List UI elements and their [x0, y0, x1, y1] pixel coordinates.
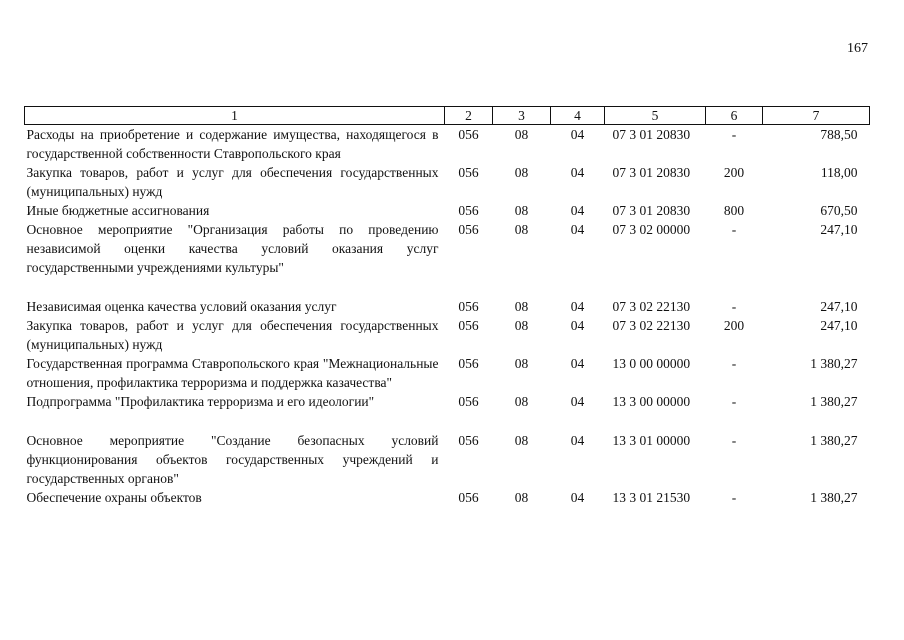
row-section-code: 08: [514, 433, 529, 448]
row-subsection-code: 04: [570, 165, 585, 180]
row-expense-type: 200: [723, 165, 745, 180]
row-amount: 788,50: [820, 127, 858, 142]
row-amount: 1 380,27: [810, 356, 858, 371]
row-subsection-code: 04: [570, 356, 585, 371]
row-name: Основное мероприятие "Создание безопасных условий функционирования объектов государственных учреждений и государственных органов": [26, 433, 439, 486]
row-subsection-code: 04: [570, 490, 585, 505]
column-header-4: 4: [551, 107, 605, 125]
row-target-article: 07 3 01 20830: [612, 127, 691, 142]
row-expense-type: -: [731, 394, 737, 409]
row-section-code: 08: [514, 394, 529, 409]
row-subsection-code: 04: [570, 394, 585, 409]
row-expense-type: 800: [723, 203, 745, 218]
row-amount: 1 380,27: [810, 490, 858, 505]
column-header-7: 7: [763, 107, 870, 125]
row-section-code: 08: [514, 318, 529, 333]
row-expense-type: -: [731, 299, 737, 314]
row-name: Подпрограмма "Профилактика терроризма и его идеологии": [26, 394, 375, 409]
row-ministry-code: 056: [458, 222, 479, 237]
row-subsection-code: 04: [570, 318, 585, 333]
row-name: Закупка товаров, работ и услуг для обеспечения государственных (муниципальных) нужд: [26, 318, 439, 352]
budget-table: [24, 106, 870, 507]
table-row: [25, 297, 870, 316]
row-subsection-code: 04: [570, 203, 585, 218]
row-section-code: 08: [514, 490, 529, 505]
row-subsection-code: 04: [570, 127, 585, 142]
row-target-article: 07 3 01 20830: [612, 203, 691, 218]
table-header-row: [25, 107, 870, 125]
row-name: Государственная программа Ставропольского края "Межнациональные отношения, профилактика терроризма и поддержка казачества": [26, 356, 439, 390]
row-target-article: 07 3 02 22130: [612, 299, 691, 314]
row-section-code: 08: [514, 203, 529, 218]
row-name: Обеспечение охраны объектов: [26, 490, 202, 505]
row-amount: 247,10: [820, 222, 858, 237]
row-name: Независимая оценка качества условий оказания услуг: [26, 299, 337, 314]
row-section-code: 08: [514, 299, 529, 314]
table-row: [25, 220, 870, 277]
row-subsection-code: 04: [570, 433, 585, 448]
column-header-2: 2: [445, 107, 493, 125]
page-number: 167: [847, 41, 868, 56]
row-ministry-code: 056: [458, 356, 479, 371]
row-amount: 670,50: [820, 203, 858, 218]
row-section-code: 08: [514, 356, 529, 371]
row-expense-type: -: [731, 433, 737, 448]
row-ministry-code: 056: [458, 299, 479, 314]
table-row: [25, 392, 870, 411]
row-target-article: 07 3 02 00000: [612, 222, 691, 237]
row-ministry-code: 056: [458, 203, 479, 218]
row-expense-type: -: [731, 127, 737, 142]
column-header-5: 5: [605, 107, 706, 125]
row-target-article: 13 3 01 21530: [612, 490, 691, 505]
row-ministry-code: 056: [458, 127, 479, 142]
table-row: [25, 354, 870, 392]
row-amount: 247,10: [820, 318, 858, 333]
table-spacer-row: [25, 277, 870, 297]
row-expense-type: -: [731, 356, 737, 371]
row-name: Расходы на приобретение и содержание имущества, находящегося в государственной собственности Ставропольского края: [26, 127, 439, 161]
row-target-article: 13 3 00 00000: [612, 394, 691, 409]
row-section-code: 08: [514, 165, 529, 180]
column-header-1: 1: [25, 107, 445, 125]
row-amount: 1 380,27: [810, 394, 858, 409]
row-name: Основное мероприятие "Организация работы по проведению независимой оценки качества условий оказания услуг государственными учреждениями культуры": [26, 222, 439, 275]
row-expense-type: -: [731, 222, 737, 237]
row-subsection-code: 04: [570, 299, 585, 314]
row-amount: 1 380,27: [810, 433, 858, 448]
row-target-article: 13 3 01 00000: [612, 433, 691, 448]
row-target-article: 07 3 02 22130: [612, 318, 691, 333]
table-row: [25, 488, 870, 507]
table-spacer-row: [25, 411, 870, 431]
table-row: [25, 163, 870, 201]
row-name: Закупка товаров, работ и услуг для обеспечения государственных (муниципальных) нужд: [26, 165, 439, 199]
table-row: [25, 125, 870, 164]
row-ministry-code: 056: [458, 318, 479, 333]
row-name: Иные бюджетные ассигнования: [26, 203, 210, 218]
table-row: [25, 431, 870, 488]
table-row: [25, 201, 870, 220]
row-amount: 247,10: [820, 299, 858, 314]
row-ministry-code: 056: [458, 490, 479, 505]
column-header-3: 3: [493, 107, 551, 125]
row-target-article: 07 3 01 20830: [612, 165, 691, 180]
row-amount: 118,00: [820, 165, 858, 180]
row-ministry-code: 056: [458, 433, 479, 448]
row-target-article: 13 0 00 00000: [612, 356, 691, 371]
column-header-6: 6: [706, 107, 763, 125]
row-section-code: 08: [514, 222, 529, 237]
row-ministry-code: 056: [458, 394, 479, 409]
table-row: [25, 316, 870, 354]
row-expense-type: 200: [723, 318, 745, 333]
row-ministry-code: 056: [458, 165, 479, 180]
row-expense-type: -: [731, 490, 737, 505]
row-section-code: 08: [514, 127, 529, 142]
row-subsection-code: 04: [570, 222, 585, 237]
